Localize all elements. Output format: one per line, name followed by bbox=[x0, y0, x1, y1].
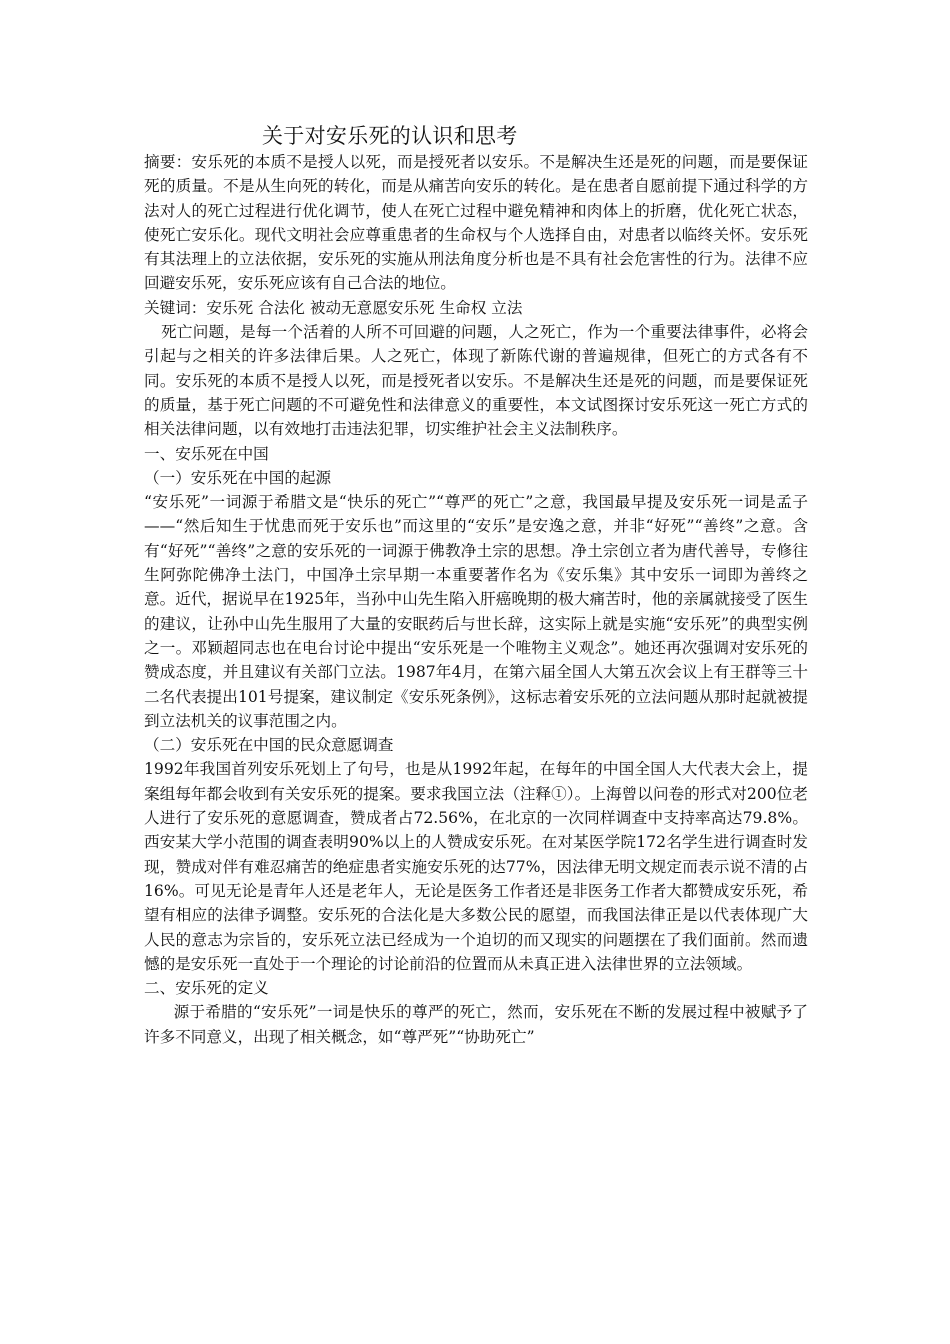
document-body bbox=[144, 150, 808, 1049]
origin-paragraph: “安乐死”一词源于希腊文是“快乐的死亡”“尊严的死亡”之意，我国最早提及安乐死一词是孟子——“然后知生于忧患而死于安乐也”而这里的“安乐”是安逸之意，并非“好死”“善终”之意。含有“好死”“善终”之意的安乐死的一词源于佛教净土宗的思想。净土宗创立者为唐代善导，专修往生阿弥陀佛净土法门，中国净土宗早期一本重要著作名为《安乐集》其中安乐一词即为善终之意。近代，据说早在1925年，当孙中山先生陷入肝癌晚期的极大痛苦时，他的亲属就接受了医生的建议，让孙中山先生服用了大量的安眠药后与世长辞，这实际上就是实施“安乐死”的典型实例之一。邓颖超同志也在电台讨论中提出“安乐死是一个唯物主义观念”。她还再次强调对安乐死的赞成态度，并且建议有关部门立法。1987年4月，在第六届全国人大第五次会议上有王群等三十二名代表提出101号提案，建议制定《安乐死条例》，这标志着安乐死的立法问题从那时起就被提到立法机关的议事范围之内。 bbox=[144, 493, 808, 730]
subsection-heading-1-2: （二）安乐死在中国的民众意愿调查 bbox=[144, 736, 394, 755]
document-title: 关于对安乐死的认识和思考 bbox=[262, 124, 518, 148]
subsection-heading-1-1: （一）安乐死在中国的起源 bbox=[144, 468, 332, 487]
survey-paragraph: 1992年我国首列安乐死划上了句号，也是从1992年起，在每年的中国全国人大代表大会上，提案组每年都会收到有关安乐死的提案。要求我国立法（注释①）。上海曾以问卷的形式对200位老人进行了安乐死的意愿调查，赞成者占72.56%，在北京的一次同样调查中支持率高达79.8%。西安某大学小范围的调查表明90%以上的人赞成安乐死。在对某医学院172名学生进行调查时发现，赞成对伴有难忍痛苦的绝症患者实施安乐死的达77%，因法律无明文规定而表示说不清的占16%。可见无论是青年人还是老年人，无论是医务工作者还是非医务工作者大都赞成安乐死，希望有相应的法律予调整。安乐死的合法化是大多数公民的愿望，而我国法律正是以代表体现广大人民的意志为宗旨的，安乐死立法已经成为一个迫切的而又现实的问题摆在了我们面前。然而遗憾的是安乐死一直处于一个理论的讨论前沿的位置而从未真正进入法律世界的立法领域。 bbox=[144, 760, 808, 973]
section-heading-1: 一、安乐死在中国 bbox=[144, 444, 269, 463]
section-heading-2: 二、安乐死的定义 bbox=[144, 979, 269, 998]
abstract-paragraph: 摘要：安乐死的本质不是授人以死，而是授死者以安乐。不是解决生还是死的问题，而是要保证死的质量。不是从生向死的转化，而是从痛苦向安乐的转化。是在患者自愿前提下通过科学的方法对人的死亡过程进行优化调节，使人在死亡过程中避免精神和肉体上的折磨，优化死亡状态，使死亡安乐化。现代文明社会应尊重患者的生命权与个人选择自由，对患者以临终关怀。安乐死有其法理上的立法依据，安乐死的实施从刑法角度分析也是不具有社会危害性的行为。法律不应回避安乐死，安乐死应该有自己合法的地位。 bbox=[144, 153, 808, 293]
keywords-line: 关键词：安乐死 合法化 被动无意愿安乐死 生命权 立法 bbox=[144, 298, 523, 317]
definition-paragraph: 源于希腊的“安乐死”一词是快乐的尊严的死亡，然而，安乐死在不断的发展过程中被赋予了许多不同意义，出现了相关概念，如“尊严死”“协助死亡” bbox=[144, 1003, 808, 1046]
intro-paragraph: 死亡问题，是每一个活着的人所不可回避的问题，人之死亡，作为一个重要法律事件，必将会引起与之相关的许多法律后果。人之死亡，体现了新陈代谢的普遍规律，但死亡的方式各有不同。安乐死的本质不是授人以死，而是授死者以安乐。不是解决生还是死的问题，而是要保证死的质量，基于死亡问题的不可避免性和法律意义的重要性，本文试图探讨安乐死这一死亡方式的相关法律问题，以有效地打击违法犯罪，切实维护社会主义法制秩序。 bbox=[144, 323, 808, 439]
